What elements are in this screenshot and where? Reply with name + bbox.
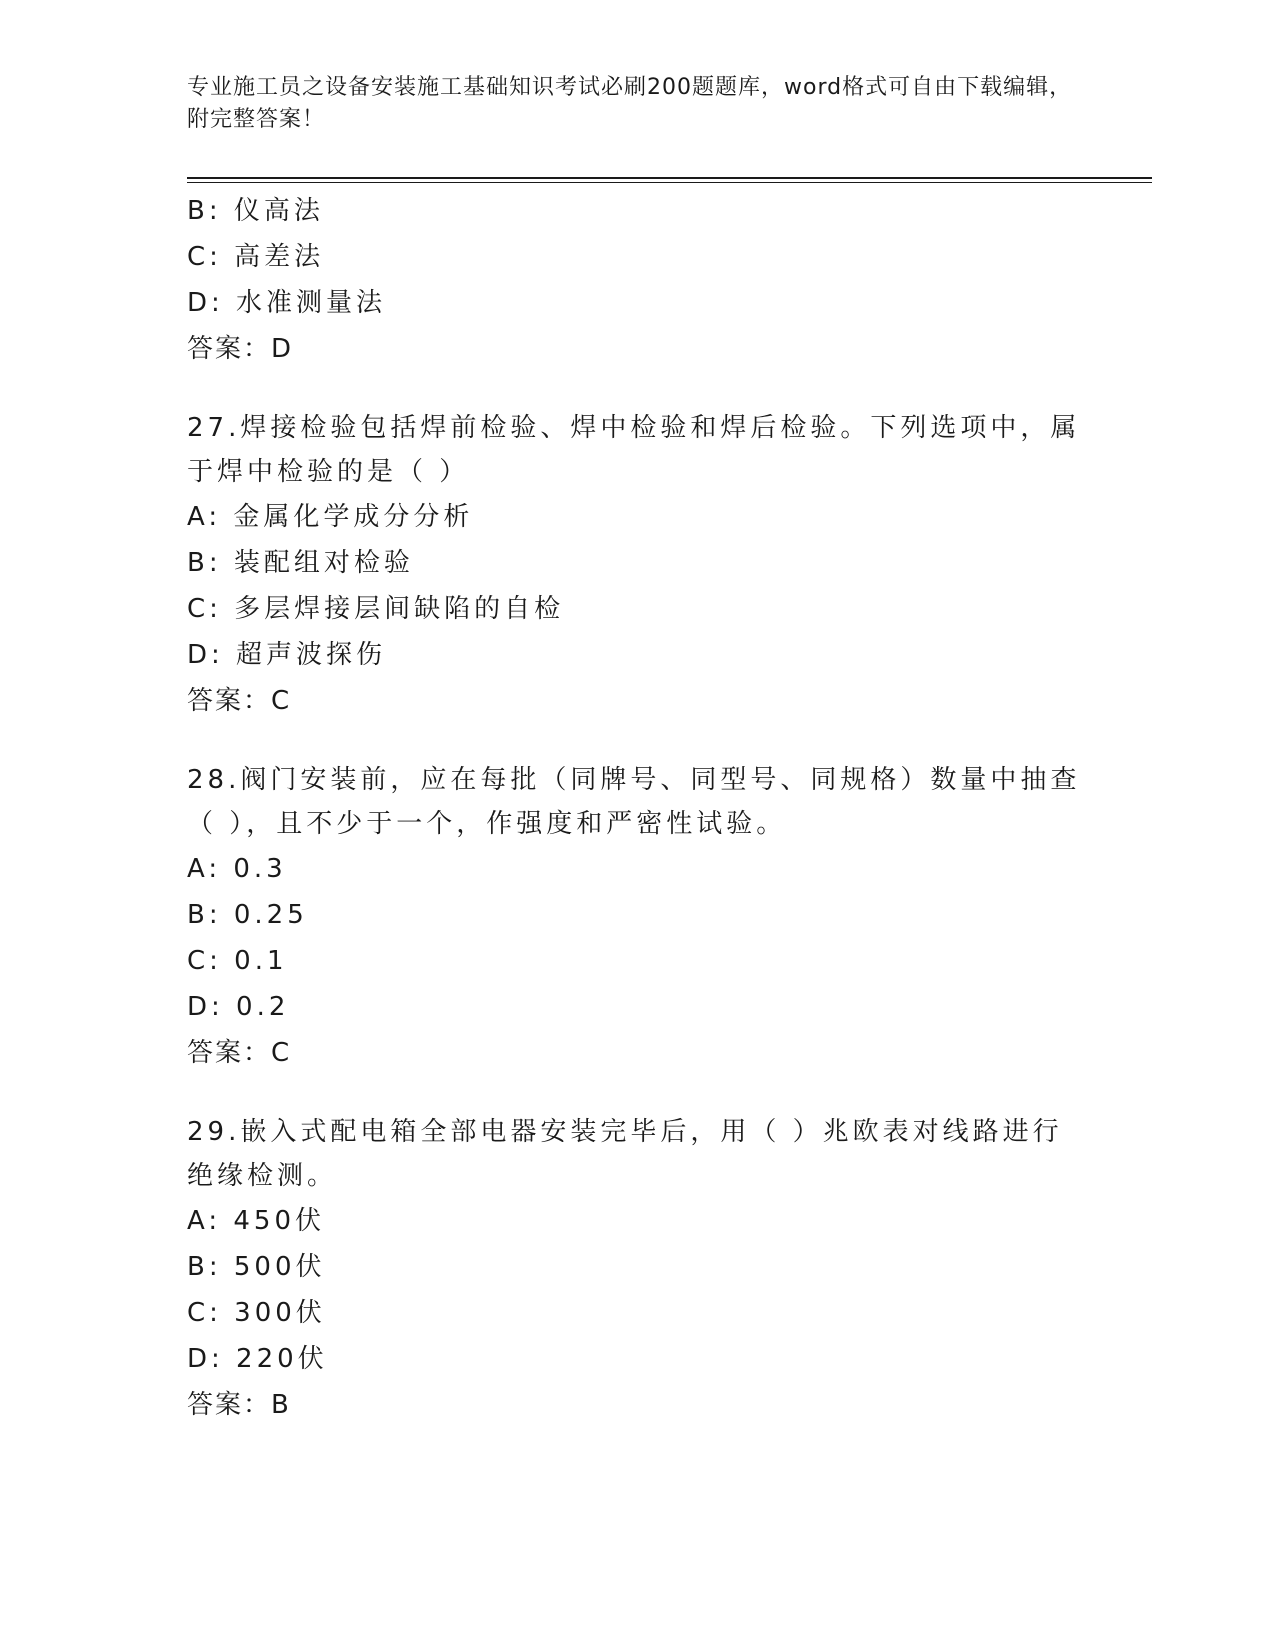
prev-question-block	[187, 188, 1087, 372]
option-b: B: 装配组对检验	[187, 548, 414, 578]
option-d: D: 水准测量法	[187, 288, 387, 318]
question-block-28	[187, 758, 1087, 1076]
header-divider-thin	[187, 182, 1152, 183]
answer-line: 答案：C	[187, 686, 292, 716]
question-list	[187, 188, 1087, 1428]
answer-line: 答案：B	[187, 1390, 291, 1420]
option-b: B: 500伏	[187, 1252, 326, 1282]
option-d: D: 超声波探伤	[187, 640, 387, 670]
option-a: A: 450伏	[187, 1206, 325, 1236]
option-b: B: 仪高法	[187, 196, 324, 226]
question-text: 27.焊接检验包括焊前检验、焊中检验和焊后检验。下列选项中，属于焊中检验的是（ ）	[187, 413, 1081, 487]
option-c: C: 0.1	[187, 946, 288, 976]
option-c: C: 多层焊接层间缺陷的自检	[187, 594, 565, 624]
option-b: B: 0.25	[187, 900, 308, 930]
option-c: C: 300伏	[187, 1298, 326, 1328]
option-a: A: 0.3	[187, 854, 287, 884]
option-d: D: 0.2	[187, 992, 290, 1022]
answer-line: 答案：C	[187, 1038, 292, 1068]
answer-line: 答案：D	[187, 334, 294, 364]
question-text: 28.阀门安装前，应在每批（同牌号、同型号、同规格）数量中抽查（ ），且不少于一个，作强度和严密性试验。	[187, 765, 1081, 839]
document-title: 专业施工员之设备安装施工基础知识考试必刷200题题库，word格式可自由下载编辑，附完整答案！	[187, 75, 1073, 132]
option-c: C: 高差法	[187, 242, 325, 272]
option-a: A: 金属化学成分分析	[187, 502, 474, 532]
question-text: 29.嵌入式配电箱全部电器安装完毕后，用（ ）兆欧表对线路进行绝缘检测。	[187, 1117, 1063, 1191]
question-block-29	[187, 1110, 1087, 1428]
question-block-27	[187, 406, 1087, 724]
option-d: D: 220伏	[187, 1344, 328, 1374]
header-divider-thick	[187, 177, 1152, 179]
